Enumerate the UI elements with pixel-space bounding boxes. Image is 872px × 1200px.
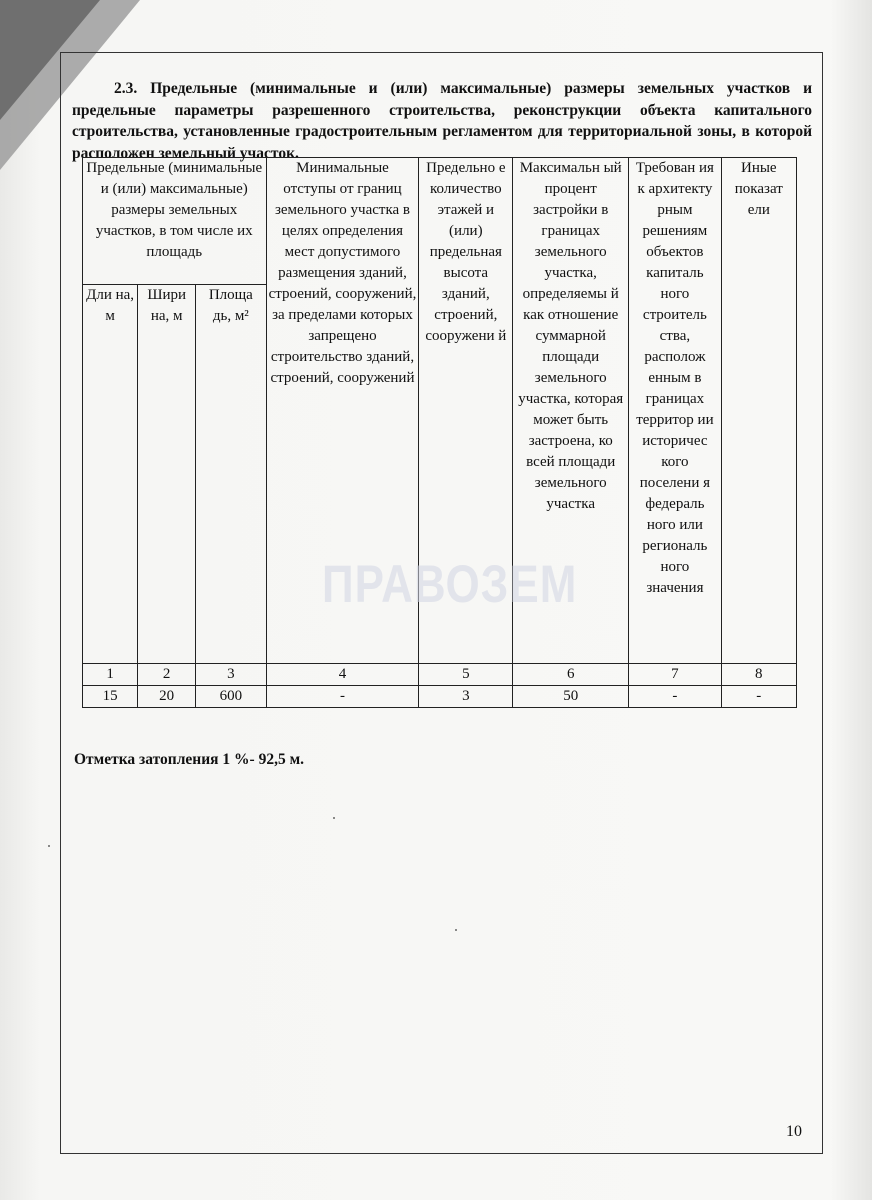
value-width: 20 (138, 686, 196, 708)
column-number: 3 (196, 664, 266, 686)
value-area: 600 (196, 686, 266, 708)
column-number: 8 (721, 664, 796, 686)
column-number: 4 (266, 664, 419, 686)
value-floors: 3 (419, 686, 513, 708)
table-row (83, 686, 797, 708)
scan-speck (48, 845, 50, 847)
column-number: 1 (83, 664, 138, 686)
header-max-building-percent: Максимальн ый процент застройки в границах земельного участка, определяемы й как отношение суммарной площади земельного участка, которая может быть застроена, ко всей площади земельного участка (513, 158, 629, 664)
column-number: 2 (138, 664, 196, 686)
header-max-floors-height: Предельно е количество этажей и (или) предельная высота зданий, строений, сооружени й (419, 158, 513, 664)
value-other: - (721, 686, 796, 708)
column-number: 5 (419, 664, 513, 686)
page-number: 10 (786, 1123, 802, 1140)
value-architecture: - (629, 686, 721, 708)
scan-speck (455, 929, 457, 931)
header-architecture-requirements: Требован ия к архитекту рным решениям объектов капиталь ного строитель ства, располож енным в границах территор ии историчес кого поселени я федераль ного или региональ ного значения (629, 158, 721, 664)
scan-speck (333, 817, 335, 819)
parameters-table (82, 157, 797, 708)
watermark: ПРАВОЗЕМ (322, 555, 578, 614)
subheader-width: Шири на, м (138, 285, 196, 664)
subheader-area: Площа дь, м² (196, 285, 266, 664)
header-min-setbacks: Минимальные отступы от границ земельного участка в целях определения мест допустимого размещения зданий, строений, сооружений, за пределами которых запрещено строительство зданий, строений, сооружений (266, 158, 419, 664)
header-other-indicators: Иные показат ели (721, 158, 796, 664)
value-length: 15 (83, 686, 138, 708)
table-header-row (83, 158, 797, 285)
header-plot-size-limits: Предельные (минимальные и (или) максимальные) размеры земельных участков, в том числе их площадь (83, 158, 267, 285)
section-heading: 2.3. Предельные (минимальные и (или) максимальные) размеры земельных участков и предельные параметры разрешенного строительства, реконструкции объекта капитального строительства, установленные градостроительным регламентом для территориальной зоны, в которой расположен земельный участок. (72, 80, 812, 162)
column-number: 7 (629, 664, 721, 686)
subheader-length: Дли на, м (83, 285, 138, 664)
table-row (83, 664, 797, 686)
value-building-percent: 50 (513, 686, 629, 708)
value-setbacks: - (266, 686, 419, 708)
column-number: 6 (513, 664, 629, 686)
flood-level-note: Отметка затопления 1 %- 92,5 м. (74, 751, 305, 768)
